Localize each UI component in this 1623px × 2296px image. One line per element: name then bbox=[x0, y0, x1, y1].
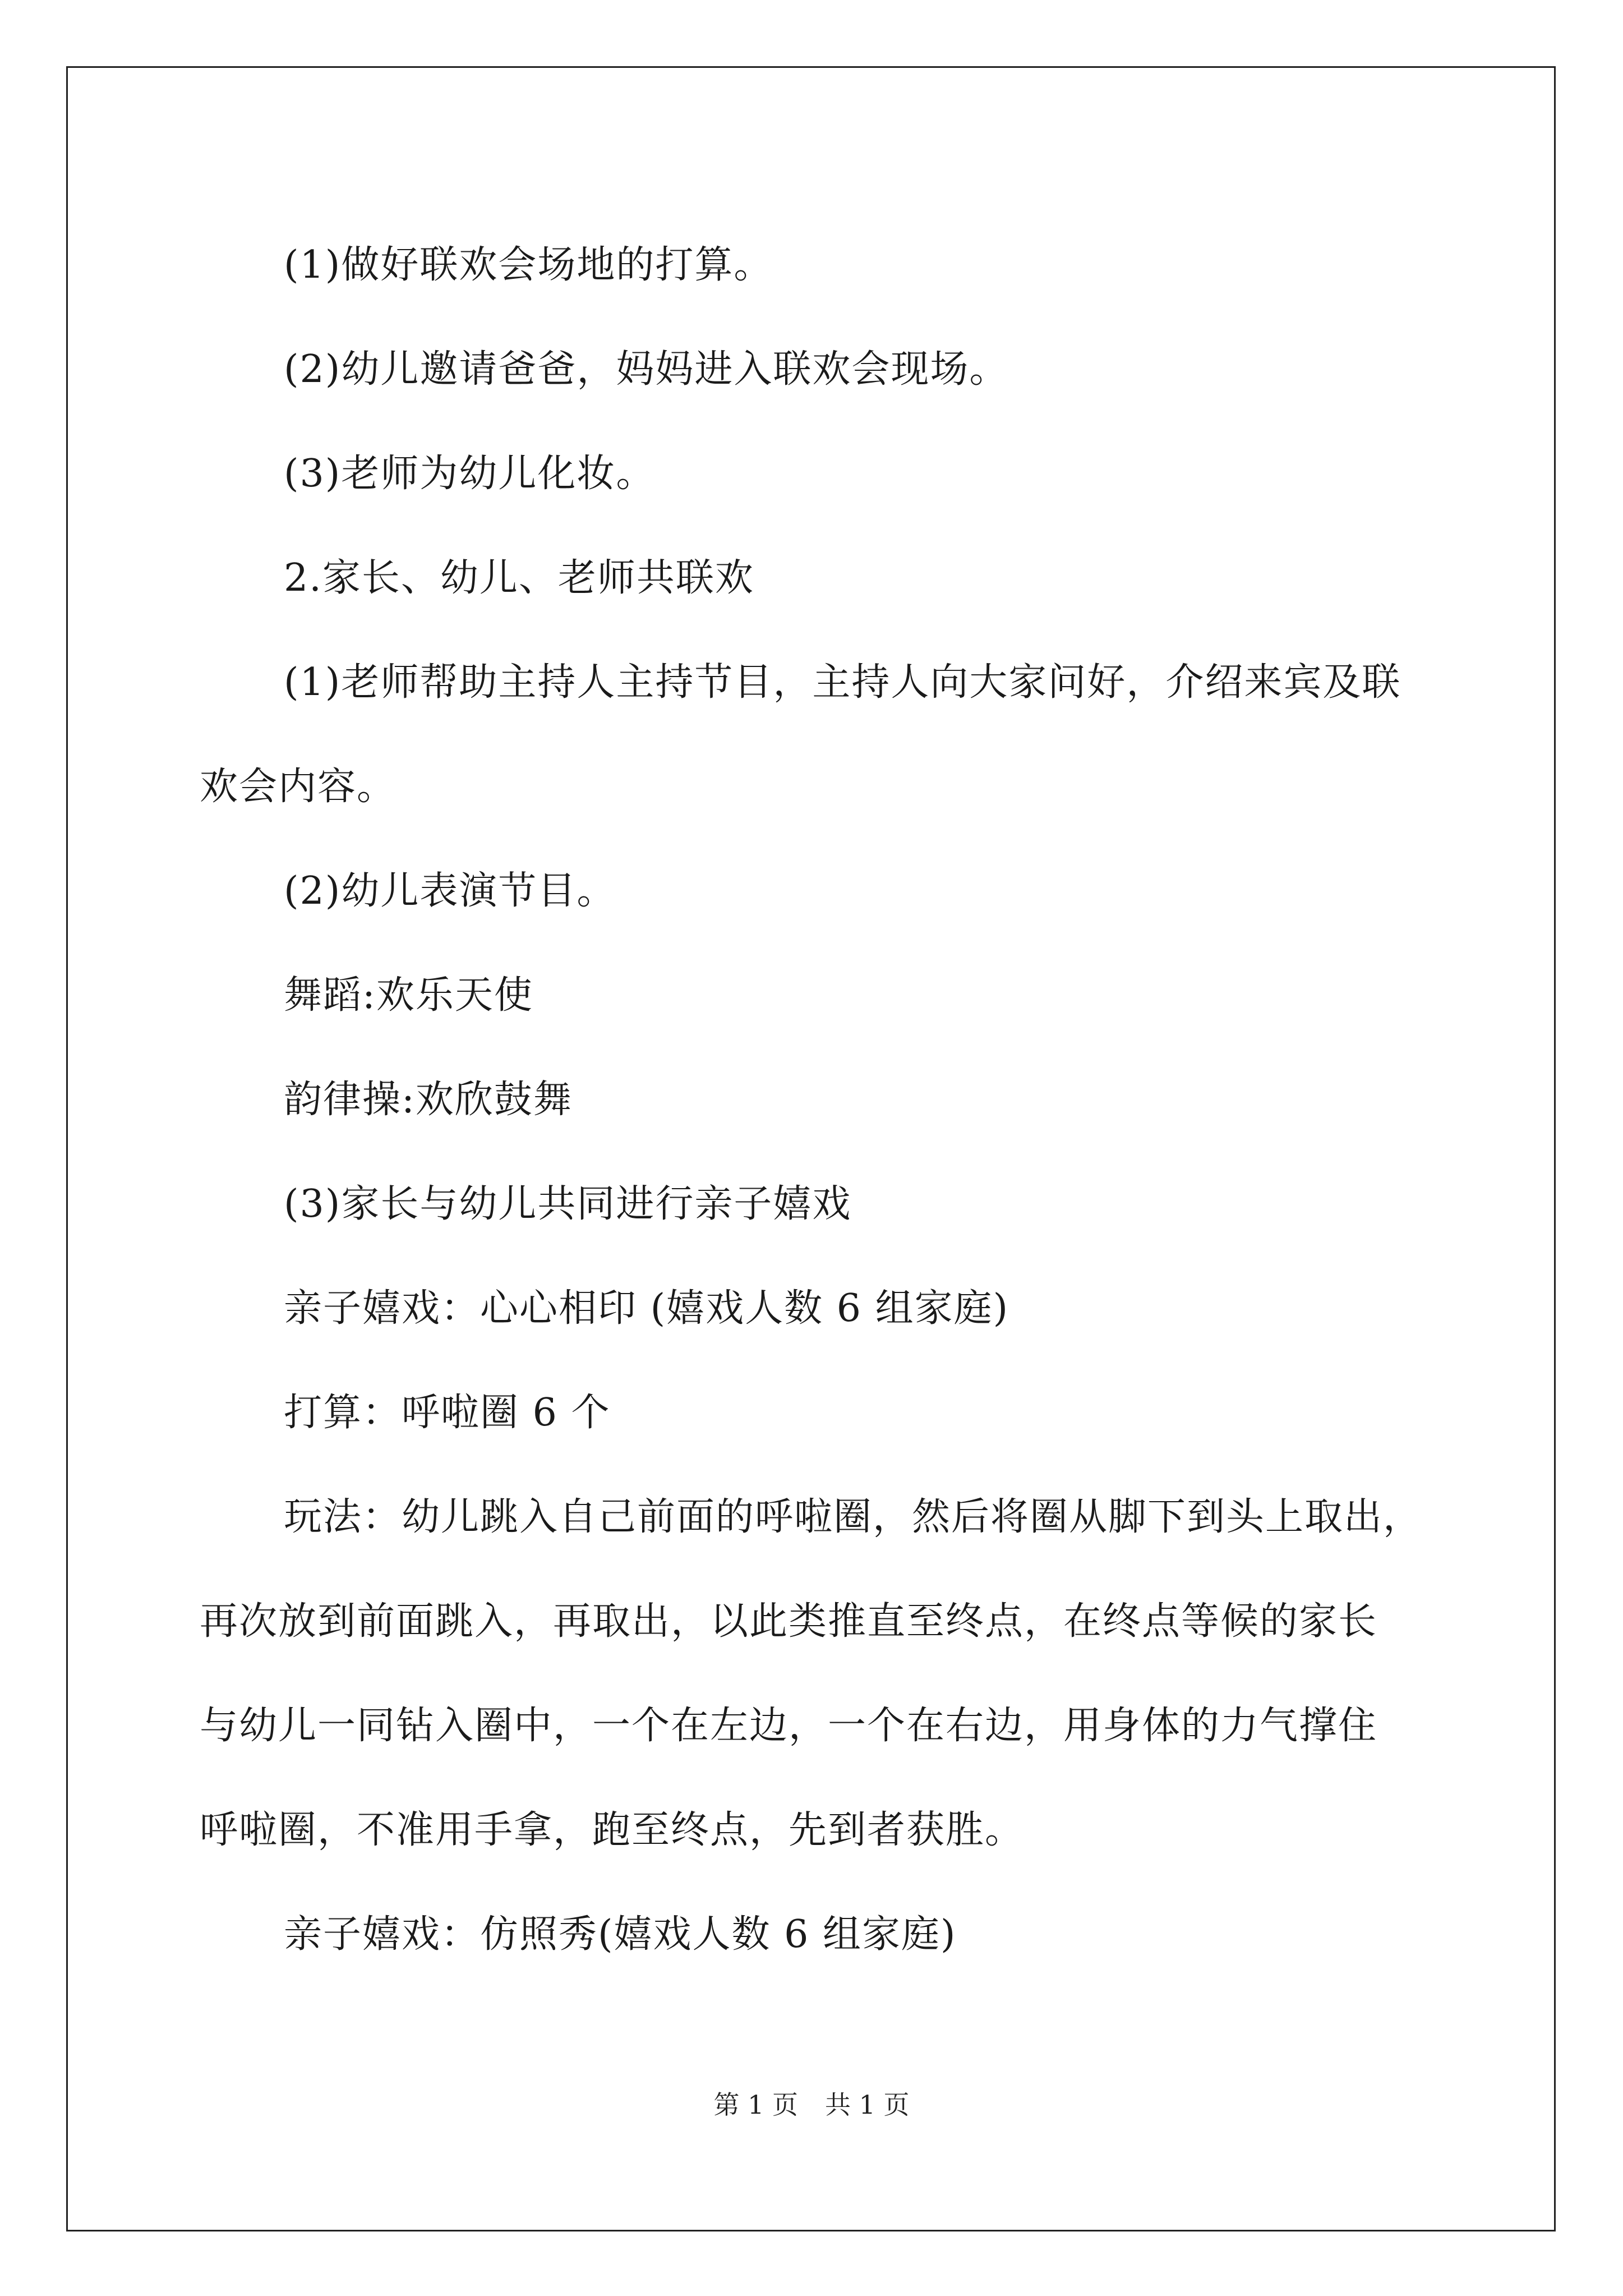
program-dance: 舞蹈:欢乐天使 bbox=[284, 973, 533, 1018]
program-rhythmic-exercise: 韵律操:欢欣鼓舞 bbox=[284, 1078, 573, 1122]
game-title-imitation-show: 亲子嬉戏：仿照秀(嬉戏人数 6 组家庭) bbox=[284, 1912, 957, 1957]
paragraph-parent-child-games: (3)家长与幼儿共同进行亲子嬉戏 bbox=[284, 1182, 852, 1226]
game-rules-line2: 再次放到前面跳入，再取出，以此类推直至终点，在终点等候的家长 bbox=[200, 1599, 1378, 1644]
game-title-heart-to-heart: 亲子嬉戏：心心相印 (嬉戏人数 6 组家庭) bbox=[284, 1286, 1009, 1331]
paragraph-children-perform: (2)幼儿表演节目。 bbox=[284, 869, 616, 913]
paragraph-host-intro-line2: 欢会内容。 bbox=[200, 765, 396, 809]
document-body bbox=[200, 213, 1456, 1987]
page-footer bbox=[0, 2088, 1623, 2122]
section-heading-joint-party: 2.家长、幼儿、老师共联欢 bbox=[284, 556, 754, 600]
page-total: 共 1 页 bbox=[825, 2090, 910, 2120]
paragraph-invite-parents: (2)幼儿邀请爸爸，妈妈进入联欢会现场。 bbox=[284, 347, 1009, 392]
paragraph-makeup: (3)老师为幼儿化妆。 bbox=[284, 452, 656, 496]
paragraph-host-intro-line1: (1)老师帮助主持人主持节目，主持人向大家问好，介绍来宾及联 bbox=[284, 660, 1401, 705]
game-materials: 打算：呼啦圈 6 个 bbox=[284, 1391, 611, 1435]
game-rules-line3: 与幼儿一同钻入圈中，一个在左边，一个在右边，用身体的力气撑住 bbox=[200, 1704, 1378, 1748]
game-rules-line4: 呼啦圈，不准用手拿，跑至终点，先到者获胜。 bbox=[200, 1808, 1025, 1852]
page-number: 第 1 页 bbox=[713, 2090, 798, 2120]
game-rules-line1: 玩法：幼儿跳入自己前面的呼啦圈，然后将圈从脚下到头上取出， bbox=[284, 1495, 1423, 1539]
paragraph-venue-preparation: (1)做好联欢会场地的打算。 bbox=[284, 243, 773, 287]
